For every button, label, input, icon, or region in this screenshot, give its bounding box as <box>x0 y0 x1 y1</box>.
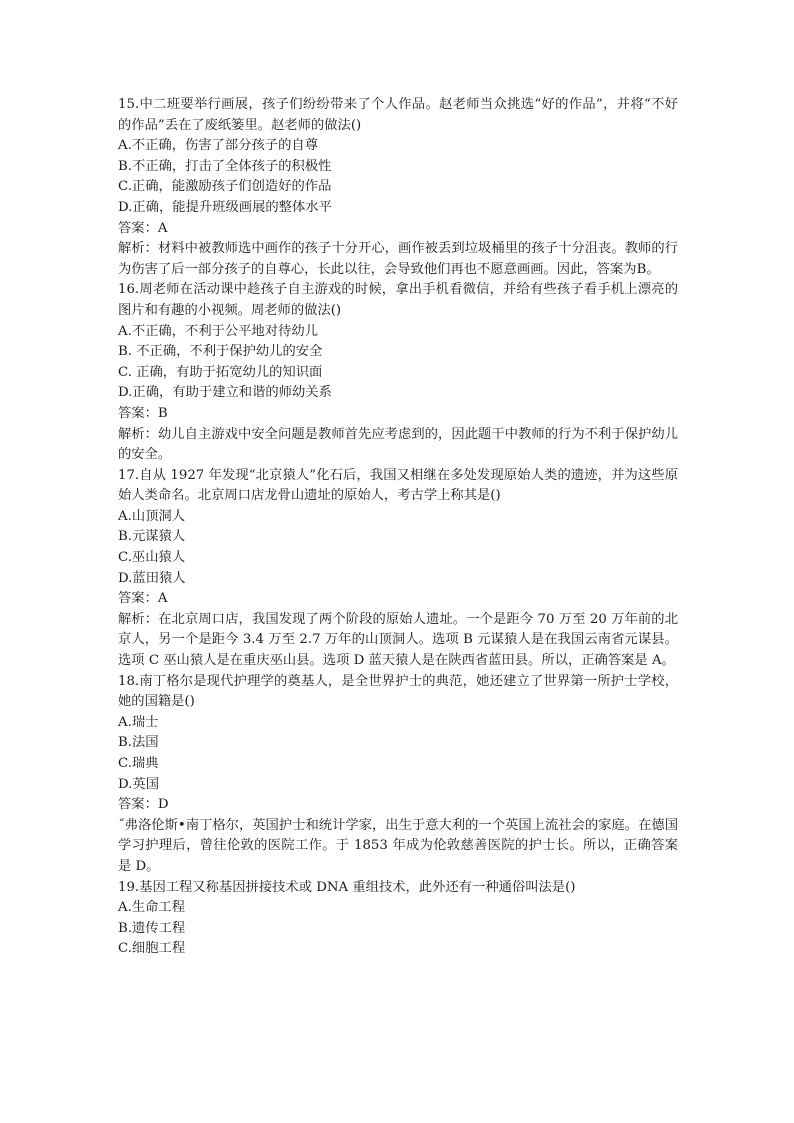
answer: 答案：A <box>118 591 168 607</box>
option-c: C.巫山猿人 <box>118 550 186 566</box>
answer: 答案：A <box>118 220 168 236</box>
option-d: D.英国 <box>118 776 160 792</box>
question-16 <box>118 280 678 465</box>
question-stem: 16.周老师在活动课中趁孩子自主游戏的时候，拿出手机看微信，并给有些孩子看手机上漂亮的图片和有趣的小视频。周老师的做法() <box>118 282 678 318</box>
answer: 答案：D <box>118 797 169 813</box>
option-b: B.遗传工程 <box>118 920 186 936</box>
question-18 <box>118 672 678 878</box>
option-b: B. 不正确，不利于保护幼儿的安全 <box>118 344 323 360</box>
option-d: D.正确，能提升班级画展的整体水平 <box>118 199 332 215</box>
question-stem: 19.基因工程又称基因拼接技术或 DNA 重组技术，此外还有一种通俗叫法是() <box>118 879 576 895</box>
option-a: A.山顶洞人 <box>118 508 186 524</box>
option-a: A.生命工程 <box>118 900 186 916</box>
option-c: C. 正确，有助于拓宽幼儿的知识面 <box>118 364 323 380</box>
option-d: D.正确，有助于建立和谐的师幼关系 <box>118 385 332 401</box>
analysis: 解析：幼儿自主游戏中安全问题是教师首先应考虑到的，因此题干中教师的行为不利于保护幼儿的安全。 <box>118 426 678 463</box>
option-b: B.不正确，打击了全体孩子的积极性 <box>118 158 332 174</box>
question-stem: 17.自从 1927 年发现“北京猿人”化石后，我国又相继在多处发现原始人类的遗迹，并为这些原始人类命名。北京周口店龙骨山遗址的原始人，考古学上称其是() <box>118 467 678 504</box>
analysis: 解析：在北京周口店，我国发现了两个阶段的原始人遗址。一个是距今 70 万至 20 万年前的北京人，另一个是距今 3.4 万至 2.7 万年的山顶洞人。选项 B 元谋猿人是在我国云南省元谋县。选项 C 巫山猿人是在重庆巫山县。选项 D 蓝天猿人是在陕西省蓝田县。所以，正确答案是 A。 <box>118 611 678 669</box>
option-c: C.细胞工程 <box>118 941 186 957</box>
option-c: C.正确，能激励孩子们创造好的作品 <box>118 179 332 195</box>
question-17 <box>118 466 678 672</box>
option-b: B.法国 <box>118 735 159 751</box>
option-d: D.蓝田猿人 <box>118 570 186 586</box>
option-b: B.元谋猿人 <box>118 529 186 545</box>
document-page <box>118 95 678 960</box>
option-a: A.不正确，伤害了部分孩子的自尊 <box>118 138 318 154</box>
question-stem: 15.中二班要举行画展，孩子们纷纷带来了个人作品。赵老师当众挑选“好的作品”，并将“不好的作品”丢在了废纸篓里。赵老师的做法() <box>118 97 678 133</box>
question-15 <box>118 95 678 280</box>
option-a: A.不正确，不利于公平地对待幼儿 <box>118 323 318 339</box>
answer: 答案：B <box>118 405 168 421</box>
analysis: ˝弗洛伦斯•南丁格尔，英国护士和统计学家，出生于意大利的一个英国上流社会的家庭。在德国学习护理后，曾往伦敦的医院工作。于 1853 年成为伦敦慈善医院的护士长。所以，正确答案是 D。 <box>118 817 678 874</box>
option-c: C.瑞典 <box>118 756 159 771</box>
analysis: 解析：材料中被教师选中画作的孩子十分开心，画作被丢到垃圾桶里的孩子十分沮丧。教师的行为伤害了后一部分孩子的自尊心，长此以往，会导致他们再也不愿意画画。因此，答案为B。 <box>118 241 678 277</box>
question-19 <box>118 878 678 960</box>
question-stem: 18.南丁格尔是现代护理学的奠基人，是全世界护士的典范，她还建立了世界第一所护士学校，她的国籍是() <box>118 673 678 710</box>
option-a: A.瑞士 <box>118 714 159 730</box>
